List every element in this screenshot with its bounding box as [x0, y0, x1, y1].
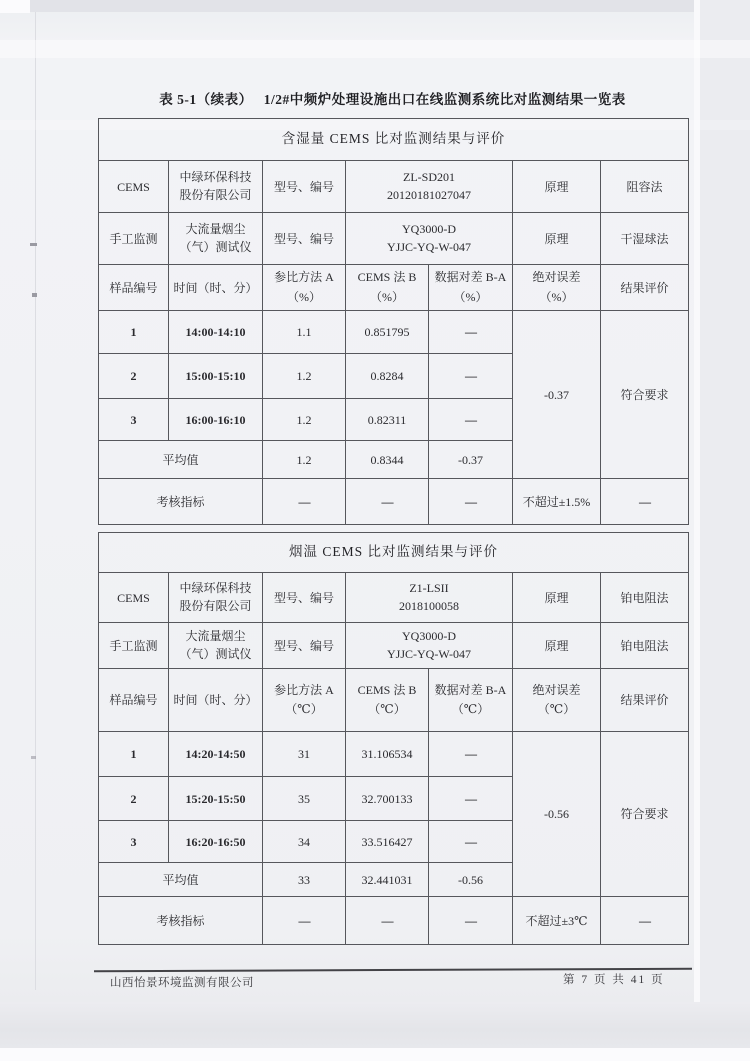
assessment-b-cell: —: [346, 897, 429, 945]
model-line1: YQ3000-D: [402, 629, 456, 644]
vendor-line2: 股份有限公司: [179, 187, 252, 202]
ref-value-cell: 1.2: [263, 399, 346, 441]
model-line2: 20120181027047: [387, 187, 471, 202]
assessment-limit-cell: 不超过±3℃: [513, 897, 601, 945]
assessment-label-cell: 考核指标: [99, 479, 263, 525]
data-row: [99, 311, 689, 354]
device-line1: 大流量烟尘: [185, 222, 246, 237]
scan-bottom-edge: [0, 1048, 750, 1061]
assessment-a-cell: —: [263, 479, 346, 525]
model-line1: ZL-SD201: [403, 170, 455, 185]
assessment-result-cell: —: [601, 479, 689, 525]
assessment-result-cell: —: [601, 897, 689, 945]
model-label-cell: 型号、编号: [263, 623, 346, 669]
method-cell: 手工监测: [99, 623, 169, 669]
time-cell: 14:00-14:10: [169, 311, 263, 354]
header-data-diff: [429, 669, 513, 732]
diff-cell: —: [429, 354, 513, 399]
device-cell: [169, 213, 263, 265]
assessment-limit-cell: 不超过±1.5%: [513, 479, 601, 525]
footer-page-number: 第 7 页 共 41 页: [563, 974, 665, 986]
model-line1: YQ3000-D: [402, 222, 456, 237]
header-abs-error: [513, 669, 601, 732]
temperature-cems-table: [98, 532, 689, 945]
scan-speck: [32, 293, 37, 297]
header-line1: 参比方法 A: [274, 682, 334, 697]
assessment-row: [99, 897, 689, 945]
model-label-cell: 型号、编号: [263, 161, 346, 213]
table-header-row: [99, 265, 689, 311]
header-line1: CEMS 法 B: [357, 682, 417, 697]
method-cell: 手工监测: [99, 213, 169, 265]
header-sample-no: 样品编号: [99, 265, 169, 311]
scan-bottom-shadow: [0, 1002, 750, 1048]
header-unit: （℃）: [451, 702, 490, 716]
header-unit: （%）: [539, 289, 574, 304]
table-row: [99, 533, 689, 573]
principle-label-cell: 原理: [513, 213, 601, 265]
scan-speck: [31, 756, 36, 759]
device-cell: [169, 623, 263, 669]
assessment-diff-cell: —: [429, 479, 513, 525]
vendor-cell: [169, 161, 263, 213]
average-cems-cell: 32.441031: [346, 863, 429, 897]
diff-cell: —: [429, 732, 513, 777]
evaluation-merged-cell: 符合要求: [601, 311, 689, 479]
header-line1: 绝对误差: [532, 682, 581, 697]
device-line2: （气）测试仪: [179, 646, 252, 661]
sample-no-cell: 3: [99, 821, 169, 863]
diff-cell: —: [429, 311, 513, 354]
scan-speck: [30, 243, 37, 246]
model-line1: Z1-LSII: [409, 581, 449, 596]
footer-company: 山西怡景环境监测有限公司: [110, 977, 254, 989]
method-cell: CEMS: [99, 161, 169, 213]
vendor-cell: [169, 573, 263, 623]
principle-label-cell: 原理: [513, 623, 601, 669]
scan-fold-line: [35, 12, 36, 990]
assessment-diff-cell: —: [429, 897, 513, 945]
model-label-cell: 型号、编号: [263, 573, 346, 623]
abs-error-merged-cell: -0.37: [513, 311, 601, 479]
scan-top-corner: [0, 0, 30, 13]
diff-cell: —: [429, 399, 513, 441]
header-reference-method: [263, 669, 346, 732]
table-row: [99, 213, 689, 265]
cems-value-cell: 32.700133: [346, 777, 429, 821]
table-row: [99, 573, 689, 623]
principle-value-cell: 干湿球法: [601, 213, 689, 265]
principle-label-cell: 原理: [513, 161, 601, 213]
ref-value-cell: 35: [263, 777, 346, 821]
cems-value-cell: 33.516427: [346, 821, 429, 863]
cems-value-cell: 0.8284: [346, 354, 429, 399]
sample-no-cell: 2: [99, 354, 169, 399]
table-header-row: [99, 669, 689, 732]
cems-value-cell: 0.82311: [346, 399, 429, 441]
model-value-cell: [346, 573, 513, 623]
assessment-a-cell: —: [263, 897, 346, 945]
average-diff-cell: -0.37: [429, 441, 513, 479]
assessment-row: [99, 479, 689, 525]
average-ref-cell: 1.2: [263, 441, 346, 479]
time-cell: 15:00-15:10: [169, 354, 263, 399]
header-data-diff: [429, 265, 513, 311]
average-ref-cell: 33: [263, 863, 346, 897]
ref-value-cell: 34: [263, 821, 346, 863]
scan-streak: [0, 40, 750, 58]
header-unit: （℃）: [537, 702, 576, 716]
sample-no-cell: 1: [99, 732, 169, 777]
device-line1: 大流量烟尘: [185, 629, 246, 644]
section-title: 含湿量 CEMS 比对监测结果与评价: [99, 119, 689, 161]
model-value-cell: [346, 623, 513, 669]
average-diff-cell: -0.56: [429, 863, 513, 897]
device-line2: （气）测试仪: [179, 239, 252, 254]
average-cems-cell: 0.8344: [346, 441, 429, 479]
header-cems-method: [346, 265, 429, 311]
abs-error-merged-cell: -0.56: [513, 732, 601, 897]
method-cell: CEMS: [99, 573, 169, 623]
table-row: [99, 119, 689, 161]
sample-no-cell: 1: [99, 311, 169, 354]
header-unit: （℃）: [368, 702, 406, 716]
vendor-line1: 中绿环保科技: [179, 581, 252, 596]
table-row: [99, 623, 689, 669]
principle-value-cell: 铂电阻法: [601, 573, 689, 623]
data-row: [99, 732, 689, 777]
principle-value-cell: 铂电阻法: [601, 623, 689, 669]
header-sample-no: 样品编号: [99, 669, 169, 732]
time-cell: 16:00-16:10: [169, 399, 263, 441]
cems-value-cell: 31.106534: [346, 732, 429, 777]
section-title: 烟温 CEMS 比对监测结果与评价: [99, 533, 689, 573]
ref-value-cell: 31: [263, 732, 346, 777]
header-result: 结果评价: [601, 669, 689, 732]
table-row: [99, 161, 689, 213]
assessment-b-cell: —: [346, 479, 429, 525]
average-label-cell: 平均值: [99, 863, 263, 897]
model-value-cell: [346, 213, 513, 265]
diff-cell: —: [429, 777, 513, 821]
ref-value-cell: 1.2: [263, 354, 346, 399]
evaluation-merged-cell: 符合要求: [601, 732, 689, 897]
header-line1: CEMS 法 B: [357, 270, 417, 285]
model-label-cell: 型号、编号: [263, 213, 346, 265]
sample-no-cell: 2: [99, 777, 169, 821]
sample-no-cell: 3: [99, 399, 169, 441]
header-unit: （%）: [370, 289, 404, 304]
assessment-label-cell: 考核指标: [99, 897, 263, 945]
header-line1: 数据对差 B-A: [434, 270, 507, 285]
header-time: 时间（时、分）: [169, 669, 263, 732]
time-cell: 16:20-16:50: [169, 821, 263, 863]
ref-value-cell: 1.1: [263, 311, 346, 354]
principle-label-cell: 原理: [513, 573, 601, 623]
vendor-line2: 股份有限公司: [179, 598, 252, 613]
cems-value-cell: 0.851795: [346, 311, 429, 354]
header-reference-method: [263, 265, 346, 311]
vendor-line1: 中绿环保科技: [179, 170, 252, 185]
header-time: 时间（时、分）: [169, 265, 263, 311]
time-cell: 14:20-14:50: [169, 732, 263, 777]
model-line2: YJJC-YQ-W-047: [387, 646, 471, 661]
header-unit: （℃）: [285, 702, 323, 716]
humidity-cems-table: [98, 118, 689, 525]
model-value-cell: [346, 161, 513, 213]
header-abs-error: [513, 265, 601, 311]
scan-right-edge: [700, 0, 750, 1061]
header-line1: 绝对误差: [532, 270, 581, 285]
model-line2: YJJC-YQ-W-047: [387, 239, 471, 254]
document-title: 表 5-1（续表） 1/2#中频炉处理设施出口在线监测系统比对监测结果一览表: [159, 92, 626, 107]
header-unit: （%）: [287, 289, 321, 304]
model-line2: 2018100058: [399, 598, 459, 613]
header-line1: 参比方法 A: [274, 270, 334, 285]
average-label-cell: 平均值: [99, 441, 263, 479]
scan-top-edge: [0, 0, 750, 12]
header-result: 结果评价: [601, 265, 689, 311]
time-cell: 15:20-15:50: [169, 777, 263, 821]
header-cems-method: [346, 669, 429, 732]
header-unit: （%）: [453, 289, 488, 304]
diff-cell: —: [429, 821, 513, 863]
header-line1: 数据对差 B-A: [434, 682, 507, 697]
principle-value-cell: 阻容法: [601, 161, 689, 213]
